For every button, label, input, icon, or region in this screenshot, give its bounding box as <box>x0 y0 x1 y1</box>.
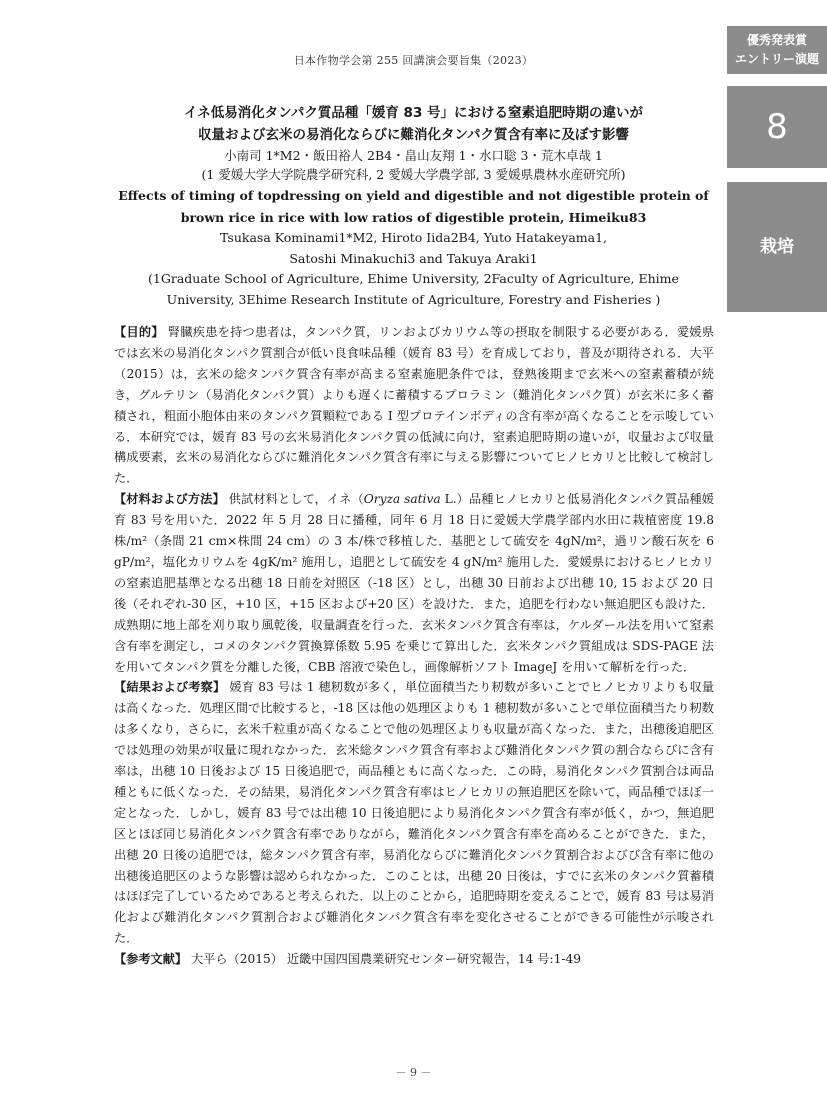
title-en-line1: Effects of timing of topdressing on yield and digestible and not digestible protein of <box>118 188 709 203</box>
side-tabs <box>727 26 827 312</box>
purpose-section <box>114 322 714 489</box>
purpose-heading: 【目的】 <box>114 325 164 339</box>
running-header: 日本作物学会第 255 回講演会要旨集（2023） <box>293 54 534 67</box>
references-text: 大平ら（2015） 近畿中国四国農業研究センター研究報告，14 号:1-49 <box>191 952 581 967</box>
purpose-text: 腎臓疾患を持つ患者は，タンパク質，リンおよびカリウム等の摂取を制限する必要がある．愛媛県では玄米の易消化タンパク質割合が低い良食味品種（媛育 83 号）を育成しており，普及が期待される．大平（2015）は，玄米の総タンパク質含有率が高まる窒素施肥条件では，登熟後期まで玄米への窒素蓄積が続き，グルテリン（易消化タンパク質）よりも遅くに蓄積するプロラミン（難消化タンパク質）が玄米に多く蓄積され，粗面小胞体由来のタンパク質顆粒である I 型プロテインボディの含有率が高くなることを示唆している．本研究では，媛育 83 号の玄米易消化タンパク質の低減に向け，窒素追肥時期の違いが，収量および収量構成要素，玄米の易消化ならびに難消化タンパク質含有率に与える影響についてヒノヒカリと比較して検討した． <box>114 325 715 486</box>
species-name: Oryza sativa <box>363 492 441 507</box>
methods-heading: 【材料および方法】 <box>114 492 225 507</box>
award-entry-tab: 優秀発表賞 エントリー演題 <box>727 26 827 74</box>
references-section <box>114 949 714 970</box>
title-jp-line2: 収量および玄米の易消化ならびに難消化タンパク質含有率に及ぼす影響 <box>197 127 630 143</box>
affiliations-jp: (1 愛媛大学大学院農学研究科, 2 愛媛大学農学部, 3 愛媛県農林水産研究所) <box>201 167 626 182</box>
title-en-line2: brown rice in rice with low ratios of digestible protein, Himeiku83 <box>180 210 647 225</box>
category-tab: 栽培 <box>727 182 827 312</box>
methods-section <box>114 489 714 677</box>
methods-text-2: L.）品種ヒノヒカリと低易消化タンパク質品種媛育 83 号を用いた．2022 年 5 月 28 日に播種，同年 6 月 18 日に愛媛大学農学部内水田に栽植密度 19.8 株/m²（条間 21 cm×株間 24 cm）の 3 本/株で移植した．基肥として硫安を 4gN/m²，過リン酸石灰を 6 gP/m²，塩化カリウムを 4gK/m² 施用し，追肥として硫安を 4 gN/m² 施用した．愛媛県におけるヒノヒカリの窒素追肥基準となる出穂 18 日前を対照区（-18 区）とし，出穂 30 日前および出穂 10, 15 および 20 日後（それぞれ-30 区，+10 区，+15 区および+20 区）を設けた．また，追肥を行わない無追肥区も設けた．成熟期に地上部を刈り取り風乾後，収量調査を行った．玄米タンパク質含有率は，ケルダール法を用いて窒素含有率を測定し，コメのタンパク質換算係数 5.95 を乗じて算出した．玄米タンパク質組成は SDS-PAGE 法を用いてタンパク質を分離した後，CBB 溶液で染色し，画像解析ソフト ImageJ を用いて解析を行った． <box>114 492 715 674</box>
results-heading: 【結果および考察】 <box>114 680 226 695</box>
results-text: 媛育 83 号は 1 穂籾数が多く，単位面積当たり籾数が多いことでヒノヒカリよりも収量は高くなった．処理区間で比較すると，-18 区は他の処理区よりも 1 穂籾数が多いことで単位面積当たり籾数は多くなり，さらに，玄米千粒重が高くなることで他の処理区よりも収量が高くなった．また，出穂後追肥区では処理の効果が収量に現れなかった．玄米総タンパク質含有率および難消化タンパク質の割合ならびに含有率は，出穂 10 日後および 15 日後追肥で，両品種ともに高くなった．この時，易消化タンパク質割合は両品種ともに低くなった．その結果，易消化タンパク質含有率はヒノヒカリの無追肥区を除いて，両品種でほぼ一定となった．しかし，媛育 83 号では出穂 10 日後追肥により易消化タンパク質含有率が低く，かつ，無追肥区とほぼ同じ易消化タンパク質含有率でありながら，難消化タンパク質含有率を高めることができた．また，出穂 20 日後の追肥では，総タンパク質含有率，易消化ならびに難消化タンパク質割合およびび含有率に他の出穂後追肥区のような影響は認められなかった．このことは，出穂 20 日後は，すでに玄米のタンパク質蓄積はほぼ完了しているためであると考えられた．以上のことから，追肥時期を変えることで，媛育 83 号は易消化および難消化タンパク質割合および難消化タンパク質含有率を変化させることができる可能性が示唆された． <box>114 680 715 946</box>
methods-text-1: 供試材料として，イネ（ <box>228 492 364 507</box>
results-section <box>114 677 714 949</box>
authors-en-line1: Tsukasa Kominami1*M2, Hiroto Iida2B4, Yuto Hatakeyama1, <box>219 230 608 245</box>
abstract-body <box>114 322 714 970</box>
authors-en-line2: Satoshi Minakuchi3 and Takuya Araki1 <box>289 250 538 266</box>
authors-jp: 小南司 1*M2・飯田裕人 2B4・畠山友翔 1・水口聡 3・荒木卓哉 1 <box>224 148 603 163</box>
affiliations-en-line1: (1Graduate School of Agriculture, Ehime University, 2Faculty of Agriculture, Ehime <box>148 271 679 286</box>
title-block <box>95 102 732 310</box>
references-heading: 【参考文献】 <box>114 952 188 967</box>
affiliations-en-line2: University, 3Ehime Research Institute of Agriculture, Forestry and Fisheries ) <box>166 291 661 307</box>
page-number: － 9 － <box>395 1066 432 1079</box>
presentation-number-tab: 8 <box>727 86 827 168</box>
title-jp-line1: イネ低易消化タンパク質品種「媛育 83 号」における窒素追肥時期の違いが <box>183 105 644 121</box>
